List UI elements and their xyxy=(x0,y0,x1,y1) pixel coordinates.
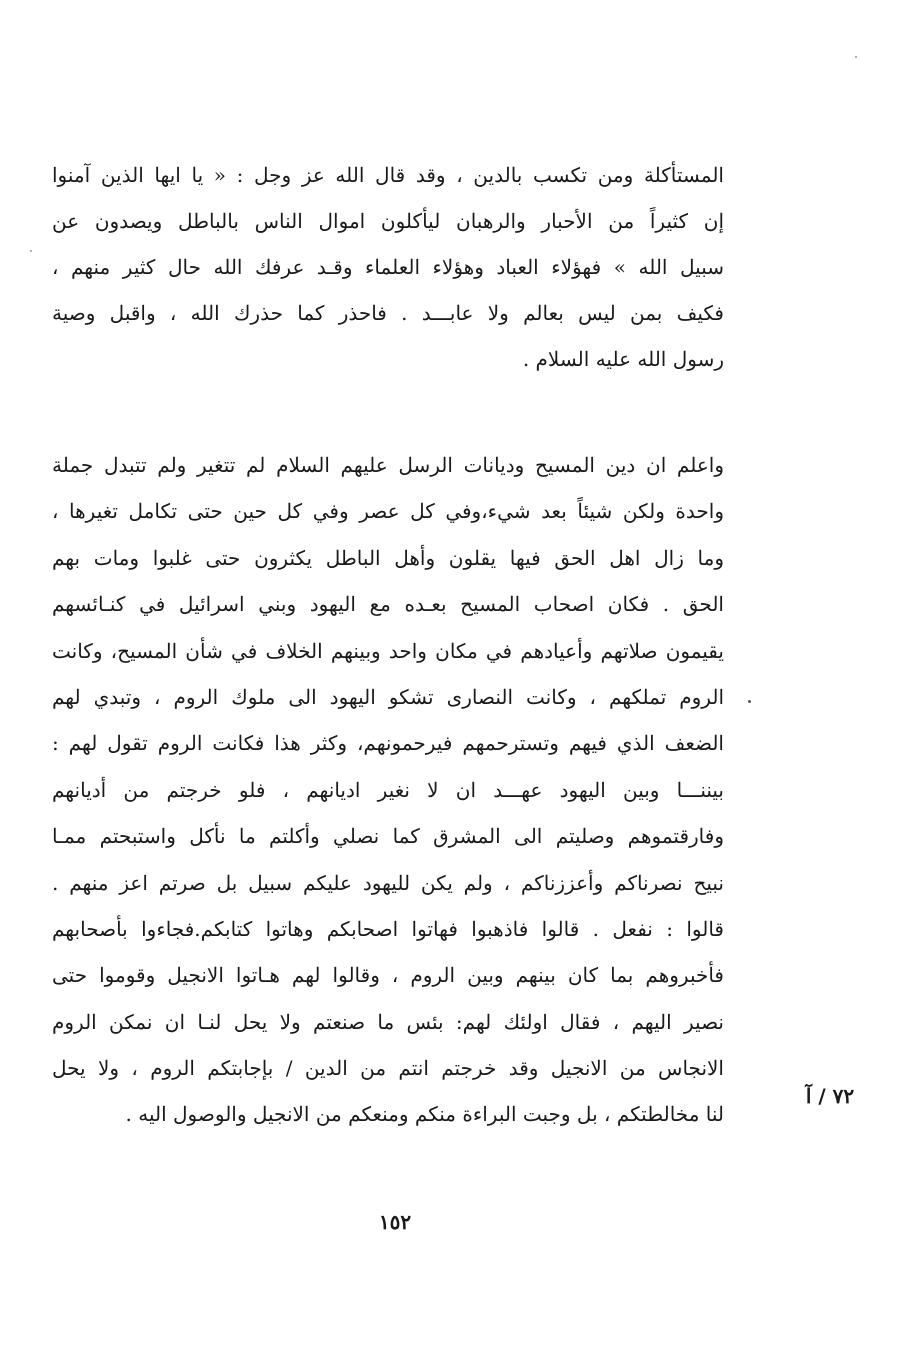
text-line: المستأكلة ومن تكسب بالدين ، وقد قال الله عز وجل : « يا ايها الذين آمنوا xyxy=(52,163,724,187)
text-line: واحدة ولكن شيئاً بعد شيء،وفي كل عصر وفي كل حين حتى تكامل تغيرها ، xyxy=(52,499,724,524)
text-line: وما زال اهل الحق فيها يقلون وأهل الباطل يكثرون حتى غلبوا ومات بهم xyxy=(52,545,724,570)
scan-speck xyxy=(855,56,857,58)
text-line: نصير اليهم ، فقال اولئك لهم: بئس ما صنعتم ولا يحل لنـا ان نمكن الروم xyxy=(52,1009,724,1034)
text-line: الضعف الذي فيهم وتسترحمهم فيرحمونهم، وكثر هذا فكانت الروم تقول لهم : xyxy=(52,731,724,756)
paragraph-1 xyxy=(52,152,724,382)
text-line: قالوا : نفعل . قالوا فاذهبوا فهاتوا اصحابكم وهاتوا كتابكم.فجاءوا بأصحابهم xyxy=(52,916,724,941)
text-line: سبيل الله » فهؤلاء العباد وهؤلاء العلماء وقـد عرفك الله حال كثير منهم ، xyxy=(52,255,724,279)
text-line: الحق . فكان اصحاب المسيح بعـده مع اليهود وبني اسرائيل في كنـائسهم xyxy=(52,592,724,617)
text-line: فأخبروهم بما كان بينهم وبين الروم ، وقالوا لهم هـاتوا الانجيل وقوموا حتى xyxy=(52,963,724,988)
text-line: بيننـــا وبين اليهود عهـــد ان لا نغير اديانهم ، فلو خرجتم من أديانهم xyxy=(52,777,724,802)
text-line: يقيمون صلاتهم وأعيادهم في مكان واحد وبينهم الخلاف في شأن المسيح، وكانت xyxy=(52,638,724,663)
text-line: الانجاس من الانجيل وقد خرجتم انتم من الدين / بإجابتكم الروم ، ولا يحل xyxy=(52,1056,724,1081)
scan-speck xyxy=(748,700,751,703)
page-number: ١٥٢ xyxy=(378,1210,412,1234)
paragraph-2 xyxy=(52,442,724,1138)
text-line: نبيح نصرناكم وأعززناكم ، ولم يكن لليهود عليكم سبيل بل صرتم اعز منهم . xyxy=(52,870,724,895)
scan-speck xyxy=(30,250,32,252)
text-line: إن كثيراً من الأحبار والرهبان ليأكلون اموال الناس بالباطل ويصدون عن xyxy=(52,209,724,233)
text-line: رسول الله عليه السلام . xyxy=(522,347,724,371)
text-line: فكيف بمن ليس بعالم ولا عابـــد . فاحذر كما حذرك الله ، واقبل وصية xyxy=(52,301,724,325)
text-line: وفارقتموهم وصليتم الى المشرق كما نصلي وأكلتم ما نأكل واستبحتم ممـا xyxy=(52,824,724,849)
manuscript-folio-reference: ٧٢ / آ xyxy=(805,1084,855,1108)
text-line: واعلم ان دين المسيح وديانات الرسل عليهم السلام لم تتغير ولم تتبدل جملة xyxy=(52,453,724,477)
text-line: لنا مخالطتكم ، بل وجبت البراءة منكم ومنعكم من الانجيل والوصول اليه . xyxy=(125,1102,724,1127)
text-line: الروم تملكهم ، وكانت النصارى تشكو اليهود الى ملوك الروم ، وتبدي لهم xyxy=(52,684,724,709)
